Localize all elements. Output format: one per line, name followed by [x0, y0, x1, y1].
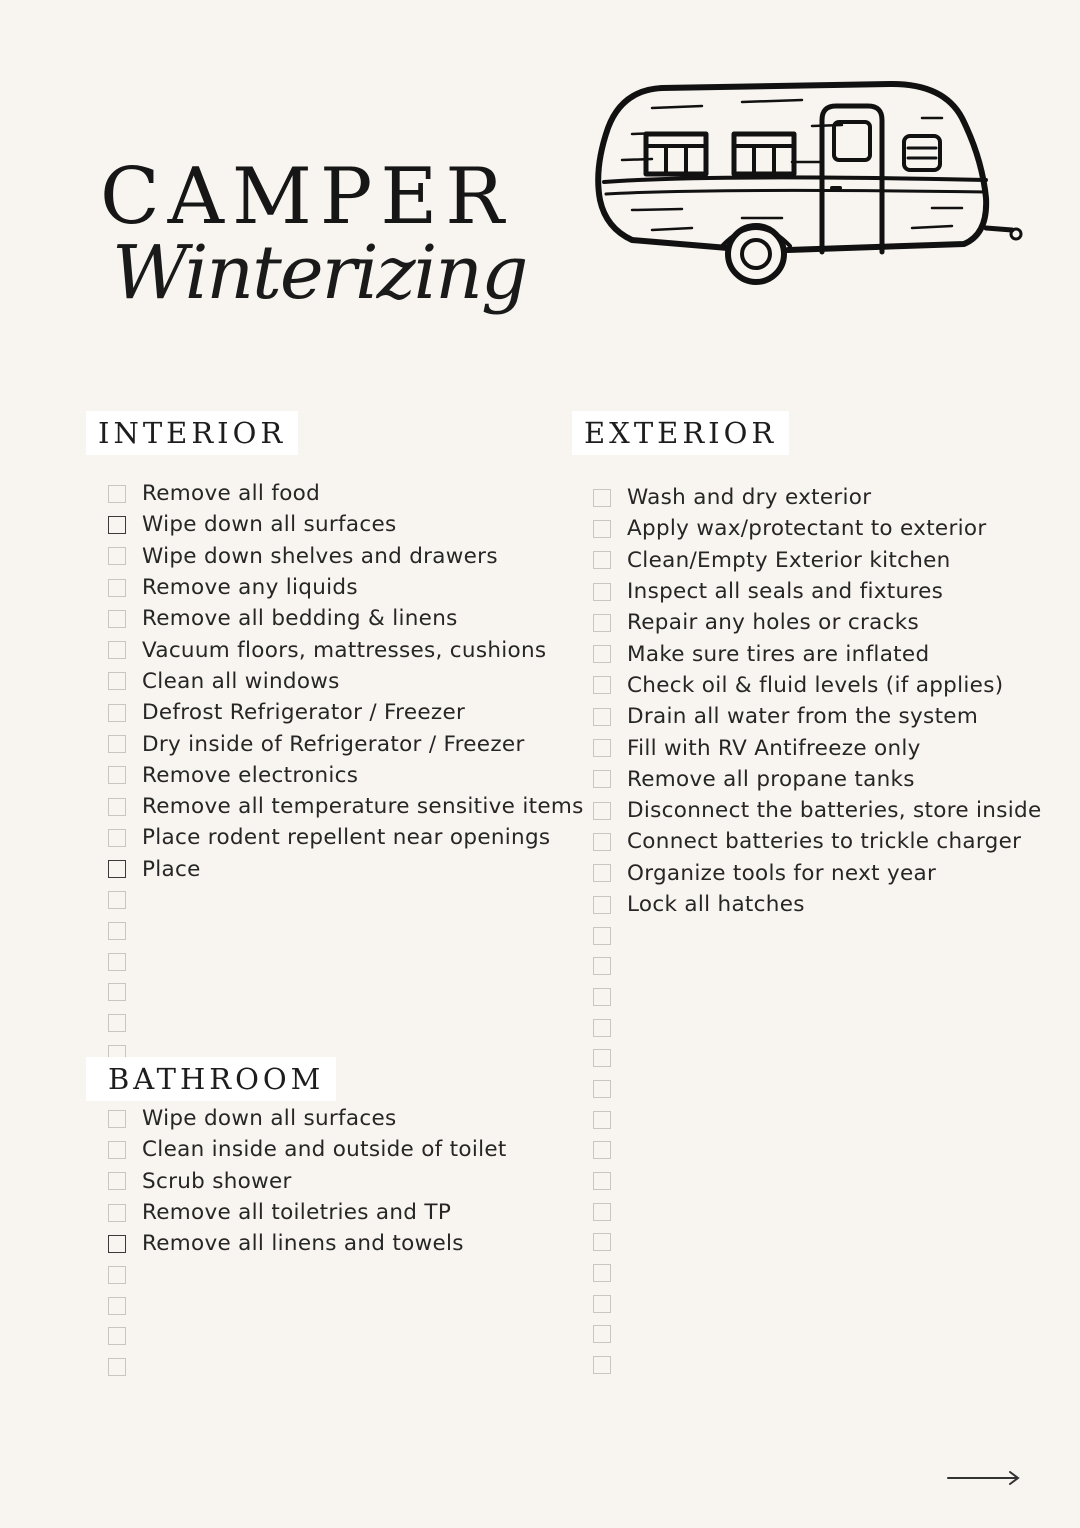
checklist-item-label: Inspect all seals and fixtures [627, 579, 944, 605]
checklist-item-label: Defrost Refrigerator / Freezer [142, 700, 466, 726]
checkbox[interactable] [108, 829, 126, 847]
checkbox[interactable] [593, 1141, 611, 1159]
section-heading-interior: INTERIOR [86, 411, 298, 455]
checklist-item-label: Apply wax/protectant to exterior [627, 516, 987, 542]
checklist-item [593, 576, 1041, 607]
checklist-item-label: Remove all toiletries and TP [142, 1200, 452, 1226]
checkbox[interactable] [593, 1049, 611, 1067]
interior-checklist [108, 478, 584, 1069]
checklist-item [108, 1103, 507, 1134]
checklist-item [593, 670, 1041, 701]
empty-checklist-item [593, 1288, 1041, 1319]
empty-checklist-item [108, 1321, 507, 1352]
checklist-item [593, 513, 1041, 544]
checklist-item [108, 854, 584, 885]
checkbox[interactable] [108, 735, 126, 753]
title-winterizing: Winterizing [112, 230, 527, 316]
checklist-item-label: Organize tools for next year [627, 860, 937, 886]
bathroom-checklist [108, 1103, 507, 1382]
checklist-item-label: Remove any liquids [142, 575, 358, 601]
checklist-item-label: Remove electronics [142, 762, 359, 788]
checklist-item-label: Make sure tires are inflated [627, 641, 930, 667]
checklist-item [108, 478, 584, 509]
checkbox[interactable] [593, 1356, 611, 1374]
checklist-item [108, 572, 584, 603]
checkbox[interactable] [108, 860, 126, 878]
checkbox[interactable] [108, 1297, 126, 1315]
title-camper: CAMPER [100, 152, 513, 242]
checklist-item [593, 607, 1041, 638]
checkbox[interactable] [108, 704, 126, 722]
empty-checklist-item [593, 1074, 1041, 1105]
checkbox[interactable] [593, 645, 611, 663]
checklist-item [108, 822, 584, 853]
checklist-item-label: Remove all food [142, 481, 321, 507]
checklist-item-label: Disconnect the batteries, store inside [627, 798, 1042, 824]
checkbox[interactable] [593, 927, 611, 945]
checklist-item-label: Connect batteries to trickle charger [627, 829, 1022, 855]
checkbox[interactable] [108, 766, 126, 784]
empty-checklist-item [108, 1259, 507, 1290]
checklist-item-label: Repair any holes or cracks [627, 610, 919, 636]
checklist-item-label: Fill with RV Antifreeze only [627, 735, 921, 761]
checkbox[interactable] [593, 708, 611, 726]
checkbox[interactable] [108, 610, 126, 628]
empty-checklist-item [593, 920, 1041, 951]
checklist-item-label: Wipe down all surfaces [142, 1106, 397, 1132]
checklist-item-label: Drain all water from the system [627, 704, 979, 730]
checkbox[interactable] [593, 1295, 611, 1313]
empty-checklist-item [593, 1227, 1041, 1258]
checklist-item [593, 545, 1041, 576]
checkbox[interactable] [593, 583, 611, 601]
empty-checklist-item [593, 1166, 1041, 1197]
empty-checklist-item [593, 1350, 1041, 1381]
exterior-checklist [593, 482, 1041, 1380]
checkbox[interactable] [593, 1019, 611, 1037]
checklist-item [593, 701, 1041, 732]
checklist-item [108, 509, 584, 540]
checklist-item [108, 1134, 507, 1165]
empty-checklist-item [593, 1319, 1041, 1350]
checkbox[interactable] [593, 676, 611, 694]
checkbox[interactable] [108, 1204, 126, 1222]
checkbox[interactable] [108, 1266, 126, 1284]
empty-checklist-item [108, 1352, 507, 1383]
arrow-right-icon[interactable] [946, 1468, 1022, 1488]
checklist-item-label: Remove all bedding & linens [142, 606, 458, 632]
checklist-item-label: Remove all temperature sensitive items [142, 794, 584, 820]
checkbox[interactable] [108, 1235, 126, 1253]
empty-checklist-item [108, 946, 584, 977]
checkbox[interactable] [108, 485, 126, 503]
empty-checklist-item [593, 951, 1041, 982]
checklist-item-label: Wipe down shelves and drawers [142, 543, 498, 569]
checkbox[interactable] [593, 614, 611, 632]
checklist-item-label: Vacuum floors, mattresses, cushions [142, 637, 547, 663]
checkbox[interactable] [108, 579, 126, 597]
checkbox[interactable] [108, 672, 126, 690]
checkbox[interactable] [108, 1141, 126, 1159]
checklist-item [593, 482, 1041, 513]
checkbox[interactable] [108, 516, 126, 534]
checkbox[interactable] [593, 1203, 611, 1221]
empty-checklist-item [593, 1135, 1041, 1166]
checklist-item-label: Wipe down all surfaces [142, 512, 397, 538]
checklist-item-label: Check oil & fluid levels (if applies) [627, 672, 1004, 698]
empty-checklist-item [108, 977, 584, 1008]
checkbox[interactable] [593, 1080, 611, 1098]
empty-checklist-item [593, 1104, 1041, 1135]
checklist-item [108, 603, 584, 634]
checklist-item [108, 1228, 507, 1259]
checklist-item [108, 760, 584, 791]
checkbox[interactable] [593, 802, 611, 820]
checkbox[interactable] [593, 489, 611, 507]
checklist-item [108, 666, 584, 697]
checklist-item [108, 791, 584, 822]
empty-checklist-item [108, 885, 584, 916]
checkbox[interactable] [108, 1327, 126, 1345]
checklist-item-label: Wash and dry exterior [627, 485, 872, 511]
empty-checklist-item [108, 1008, 584, 1039]
checkbox[interactable] [108, 1172, 126, 1190]
checklist-item [108, 1166, 507, 1197]
checkbox[interactable] [593, 551, 611, 569]
checklist-item [108, 541, 584, 572]
checklist-item-label: Place [142, 856, 201, 882]
checkbox[interactable] [593, 896, 611, 914]
empty-checklist-item [108, 916, 584, 947]
checkbox[interactable] [593, 957, 611, 975]
checklist-item [108, 728, 584, 759]
checklist-item [108, 1197, 507, 1228]
checkbox[interactable] [108, 1358, 126, 1376]
checklist-item-label: Lock all hatches [627, 892, 805, 917]
checklist-item-label: Place rodent repellent near openings [142, 825, 551, 851]
checklist-item [108, 697, 584, 728]
empty-checklist-item [593, 1258, 1041, 1289]
checkbox[interactable] [593, 770, 611, 788]
checkbox[interactable] [593, 1233, 611, 1251]
checklist-item-label: Clean inside and outside of toilet [142, 1137, 507, 1163]
checkbox[interactable] [108, 922, 126, 940]
checkbox[interactable] [593, 1264, 611, 1282]
checkbox[interactable] [593, 988, 611, 1006]
checklist-item [593, 889, 1041, 920]
checklist-item [593, 795, 1041, 826]
checkbox[interactable] [593, 833, 611, 851]
checkbox[interactable] [108, 547, 126, 565]
camper-trailer-icon [592, 78, 1028, 290]
checklist-item-label: Remove all linens and towels [142, 1231, 464, 1257]
checkbox[interactable] [108, 953, 126, 971]
checklist-item-label: Dry inside of Refrigerator / Freezer [142, 731, 525, 757]
checkbox[interactable] [108, 1014, 126, 1032]
checkbox[interactable] [108, 641, 126, 659]
empty-checklist-item [593, 1043, 1041, 1074]
checkbox[interactable] [108, 1110, 126, 1128]
empty-checklist-item [108, 1290, 507, 1321]
checklist-item-label: Clean all windows [142, 668, 340, 694]
checkbox[interactable] [108, 798, 126, 816]
checkbox[interactable] [593, 739, 611, 757]
checkbox[interactable] [593, 520, 611, 538]
empty-checklist-item [593, 1196, 1041, 1227]
checklist-item [593, 764, 1041, 795]
checkbox[interactable] [108, 983, 126, 1001]
empty-checklist-item [593, 1012, 1041, 1043]
checkbox[interactable] [593, 1172, 611, 1190]
checklist-item [108, 634, 584, 665]
empty-checklist-item [593, 982, 1041, 1013]
checkbox[interactable] [593, 864, 611, 882]
checklist-item-label: Scrub shower [142, 1168, 292, 1194]
checkbox[interactable] [593, 1325, 611, 1343]
checklist-item-label: Clean/Empty Exterior kitchen [627, 547, 951, 573]
checklist-item [593, 638, 1041, 669]
checklist-item-label: Remove all propane tanks [627, 766, 915, 792]
section-heading-exterior: EXTERIOR [572, 411, 789, 455]
checklist-item [593, 826, 1041, 857]
section-heading-bathroom: BATHROOM [86, 1057, 336, 1101]
checklist-item [593, 732, 1041, 763]
checkbox[interactable] [593, 1111, 611, 1129]
checklist-item [593, 858, 1041, 889]
checkbox[interactable] [108, 891, 126, 909]
